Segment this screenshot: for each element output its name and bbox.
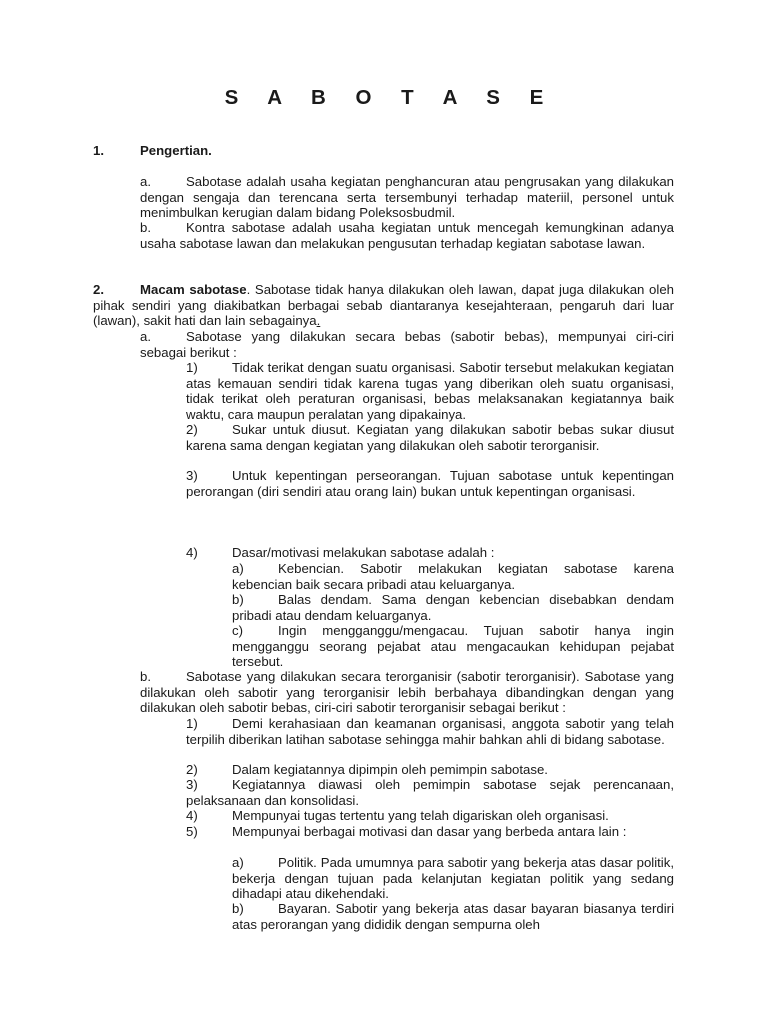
section-2b-label: b. bbox=[140, 669, 151, 684]
document-title: S A B O T A S E bbox=[224, 86, 556, 109]
section-1a-label: a. bbox=[140, 174, 151, 189]
list-item-number: 3) bbox=[186, 777, 198, 792]
list-item: Mempunyai tugas tertentu yang telah digariskan oleh organisasi. bbox=[232, 808, 609, 823]
list-item: Mempunyai berbagai motivasi dan dasar yang berbeda antara lain : bbox=[232, 824, 627, 839]
sub-item-number: b) bbox=[232, 592, 244, 607]
section-2-paragraph bbox=[93, 282, 674, 329]
list-item: Dasar/motivasi melakukan sabotase adalah : bbox=[232, 545, 495, 560]
section-2b-text: Sabotase yang dilakukan secara terorganisir (sabotir terorganisir). Sabotase yang dilakukan oleh sabotir yang terorganisir lebih berbahaya dibandingkan dengan yang dilakukan oleh sabotir bebas, ciri-ciri sabotir terorganisir sebagai berikut : bbox=[140, 669, 674, 715]
list-item-number: 4) bbox=[186, 808, 198, 823]
list-item-number: 5) bbox=[186, 824, 198, 839]
list-item-number: 1) bbox=[186, 360, 198, 375]
list-item: Sukar untuk diusut. Kegiatan yang dilakukan sabotir bebas sukar diusut karena sama dengan kegiatan yang dilakukan oleh sabotir terorganisir. bbox=[186, 422, 674, 453]
list-item-number: 2) bbox=[186, 422, 198, 437]
list-item-number: 3) bbox=[186, 468, 198, 483]
section-1b-label: b. bbox=[140, 220, 151, 235]
sub-item: Politik. Pada umumnya para sabotir yang bekerja atas dasar politik, bekerja dengan tujuan pada kelanjutan kegiatan politik yang sedang dihadapi atau dikehendaki. bbox=[232, 855, 674, 901]
section-1b-text: Kontra sabotase adalah usaha kegiatan untuk mencegah kemungkinan adanya usaha sabotase lawan dan melakukan pengusutan terhadap kegiatan sabotase lawan. bbox=[140, 220, 674, 251]
section-2-intro-end: . bbox=[316, 313, 321, 328]
list-item: Untuk kepentingan perseorangan. Tujuan sabotase untuk kepentingan perorangan (diri sendiri atau orang lain) bukan untuk kepentingan organisasi. bbox=[186, 468, 674, 499]
list-item-number: 2) bbox=[186, 762, 198, 777]
section-2-number: 2. bbox=[93, 282, 104, 297]
list-item: Dalam kegiatannya dipimpin oleh pemimpin sabotase. bbox=[232, 762, 548, 777]
section-2-heading: Macam sabotase bbox=[140, 282, 247, 297]
sub-item: Ingin mengganggu/mengacau. Tujuan sabotir hanya ingin mengganggu seorang pejabat atau mengacaukan kehidupan pejabat tersebut. bbox=[232, 623, 674, 669]
section-2a-text: Sabotase yang dilakukan secara bebas (sabotir bebas), mempunyai ciri-ciri sebagai berikut : bbox=[140, 329, 674, 360]
list-item-number: 1) bbox=[186, 716, 198, 731]
section-2a-label: a. bbox=[140, 329, 151, 344]
sub-item-number: b) bbox=[232, 901, 244, 916]
list-item: Tidak terikat dengan suatu organisasi. Sabotir tersebut melakukan kegiatan atas kemauan sendiri tidak karena tugas yang diberikan oleh suatu organisasi, tidak terikat oleh peraturan organisasi, bebas melaksanakan kegiatannya baik waktu, cara maupun peralatan yang dipakainya. bbox=[186, 360, 674, 422]
list-item: Demi kerahasiaan dan keamanan organisasi, anggota sabotir yang telah terpilih diberikan latihan sabotase sehingga mahir bahkan ahli di bidang sabotase. bbox=[186, 716, 674, 747]
list-item-number: 4) bbox=[186, 545, 198, 560]
section-1a-text: Sabotase adalah usaha kegiatan penghancuran atau pengrusakan yang dilakukan dengan sengaja dan terencana serta tersembunyi terhadap materiil, personel untuk menimbulkan kerugian dalam bidang Poleksosbudmil. bbox=[140, 174, 674, 220]
sub-item: Kebencian. Sabotir melakukan kegiatan sabotase karena kebencian baik secara pribadi atau keluarganya. bbox=[232, 561, 674, 592]
sub-item-number: a) bbox=[232, 855, 244, 870]
sub-item: Bayaran. Sabotir yang bekerja atas dasar bayaran biasanya terdiri atas perorangan yang dididik dengan sempurna oleh bbox=[232, 901, 674, 932]
list-item: Kegiatannya diawasi oleh pemimpin sabotase sejak perencanaan, pelaksanaan dan konsolidasi. bbox=[186, 777, 674, 808]
sub-item-number: c) bbox=[232, 623, 243, 638]
section-1-number: 1. bbox=[93, 143, 104, 158]
section-1-heading: Pengertian. bbox=[140, 143, 212, 158]
section-2-intro: . Sabotase tidak hanya dilakukan oleh lawan, dapat juga dilakukan oleh pihak sendiri yang diakibatkan berbagai sebab diantaranya kesejahteraan, pengaruh dari luar (lawan), sakit hati dan lain sebagainya bbox=[93, 282, 674, 328]
sub-item: Balas dendam. Sama dengan kebencian disebabkan dendam pribadi atau dendam keluarganya. bbox=[232, 592, 674, 623]
sub-item-number: a) bbox=[232, 561, 244, 576]
